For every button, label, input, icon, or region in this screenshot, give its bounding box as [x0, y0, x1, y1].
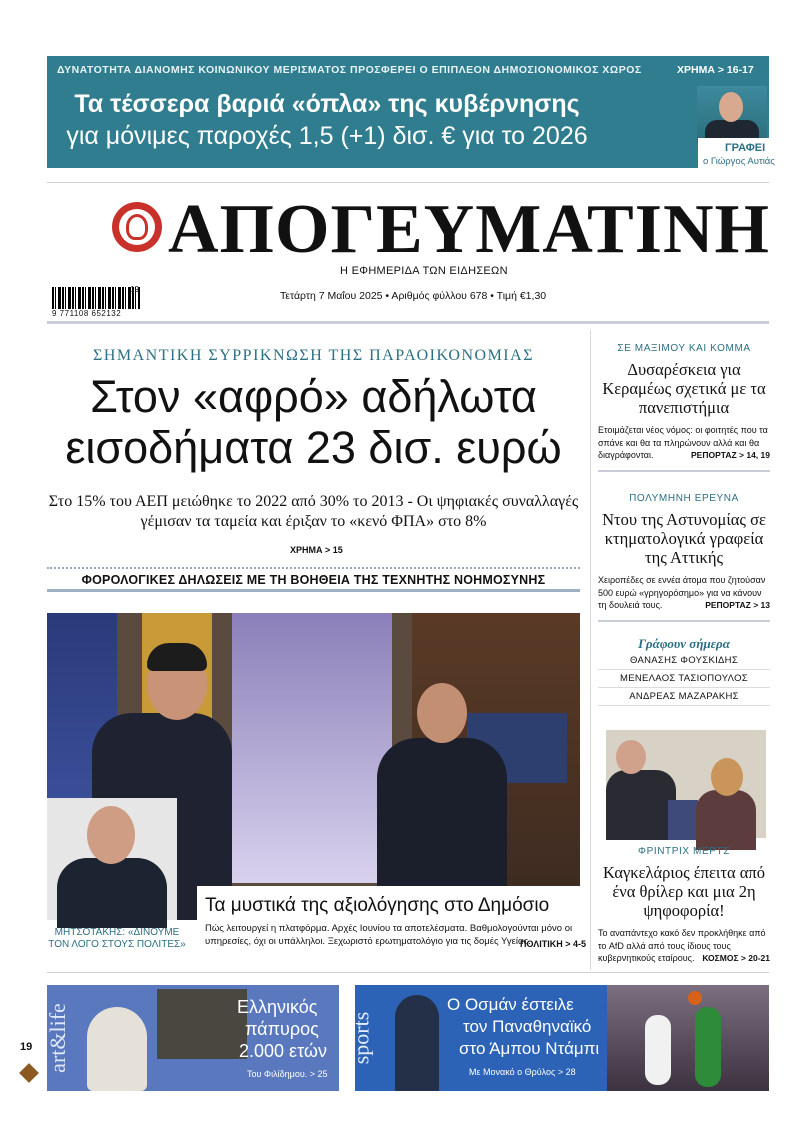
right-rule [598, 470, 770, 472]
lead-headline-line1[interactable]: Στον «αφρό» αδήλωτα [90, 371, 537, 422]
right-story-2[interactable] [598, 493, 770, 622]
section-bar [47, 567, 580, 592]
writer-name: ΘΑΝΑΣΗΣ ΦΟΥΣΚΙΔΗΣ [598, 652, 770, 670]
masthead-tagline: Η ΕΦΗΜΕΡΙΔΑ ΤΩΝ ΕΙΔΗΣΕΩΝ [340, 265, 508, 277]
bust-image [87, 1007, 147, 1091]
right-story-1-kicker: ΣΕ ΜΑΞΙΜΟΥ ΚΑΙ ΚΟΜΜΑ [617, 343, 751, 354]
papyrus-image [157, 989, 247, 1059]
right-story-1-body: Ετοιμάζεται νέος νόμος: οι φοιτητές που τα σπάνε και θα τα πληρώνουν αλλά και θα διαγράφονται. [598, 425, 768, 460]
bottom-rule [47, 972, 769, 973]
art-life-tag: art&life [44, 1003, 70, 1073]
second-story-page-ref[interactable]: ΠΟΛΙΤΙΚΗ > 4-5 [520, 939, 587, 949]
right-story-1[interactable] [598, 343, 770, 472]
writer-name: ΜΕΝΕΛΑΟΣ ΤΑΣΙΟΠΟΥΛΟΣ [598, 670, 770, 688]
banner-page-ref[interactable]: ΧΡΗΜΑ > 16-17 [677, 64, 754, 76]
right-story-2-title[interactable]: Ντου της Αστυνομίας σε κτηματολογικά γραφεία της Αττικής [602, 510, 766, 567]
barcode-icon [52, 287, 140, 309]
second-story-text: Πώς λειτουργεί η πλατφόρμα. Αρχές Ιουνίου τα αποτελέσματα. Βαθμολογούνται μόνο οι υπηρεσίες, όχι οι υπάλληλοι. Ξεχωριστό ερωτηματολόγιο για τις δομές Υγείας. [205, 923, 573, 947]
lead-deck: Στο 15% του ΑΕΠ μειώθηκε το 2022 από 30% το 2013 - Οι ψηφιακές συναλλαγές γέμισαν τα ταμεία και έριξαν το «κενό ΦΠΑ» στο 8% [48, 493, 579, 530]
writers-title: Γράφουν σήμερα [638, 636, 730, 651]
right-story-1-ref[interactable]: ΡΕΠΟΡΤΑΖ > 14, 19 [691, 450, 770, 460]
sports-promo[interactable] [348, 985, 769, 1091]
basketball-icon [688, 991, 702, 1005]
art-headline-line2: πάπυρος [245, 1019, 319, 1039]
column-divider [590, 330, 591, 970]
lead-photo [47, 613, 580, 920]
sports-tag: sports [348, 1011, 374, 1065]
barcode-issue: 19 [130, 285, 139, 294]
art-headline-line1: Ελληνικός [237, 997, 318, 1017]
right-story-3-kicker: ΦΡΙΝΤΡΙΧ ΜΕΡΤΣ [637, 846, 730, 857]
right-story-3-photo [606, 730, 766, 838]
right-story-2-text [598, 574, 770, 612]
sport-headline-line2: τον Παναθηναϊκό [463, 1017, 592, 1036]
right-story-3-title[interactable]: Καγκελάριος έπειτα από ένα θρίλερ και μια 2η ψηφοφορία! [603, 863, 765, 920]
page-number: 19 [20, 1041, 33, 1053]
coach-image [395, 995, 439, 1091]
right-story-1-title[interactable]: Δυσαρέσκεια για Κεραμέως σχετικά με τα πανεπιστήμια [602, 360, 766, 417]
sport-headline-line1: Ο Οσμάν έστειλε [447, 995, 574, 1014]
writers-box [598, 636, 770, 706]
masthead-top-rule [47, 182, 769, 183]
barcode-number: 9 771108 652132 [52, 309, 122, 318]
writer-name: ΑΝΔΡΕΑΣ ΜΑΖΑΡΑΚΗΣ [598, 688, 770, 706]
section-bar-label: ΦΟΡΟΛΟΓΙΚΕΣ ΔΗΛΩΣΕΙΣ ΜΕ ΤΗ ΒΟΗΘΕΙΑ ΤΗΣ ΤΕΧΝΗΤΗΣ ΝΟΗΜΟΣΥΝΗΣ [81, 573, 546, 587]
right-story-3-ref[interactable]: ΚΟΣΜΟΣ > 20-21 [702, 953, 770, 963]
art-life-promo[interactable] [44, 985, 339, 1091]
right-story-3[interactable] [598, 846, 770, 965]
second-story-headline[interactable]: Τα μυστικά της αξιολόγησης στο Δημόσιο [205, 895, 550, 916]
byline-name: ο Γιώργος Αυτιάς [703, 156, 775, 167]
art-headline-line3: 2.000 ετών [239, 1041, 327, 1061]
dateline: Τετάρτη 7 Μαΐου 2025 • Αριθμός φύλλου 678 • Τιμή €1,30 [280, 290, 547, 302]
lead-kicker: ΣΗΜΑΝΤΙΚΗ ΣΥΡΡΙΚΝΩΣΗ ΤΗΣ ΠΑΡΑΟΙΚΟΝΟΜΙΑΣ [93, 347, 534, 364]
inset-photo [47, 798, 177, 920]
right-story-3-text [598, 927, 770, 965]
right-story-2-body: Χειροπέδες σε εννέα άτομα που ζητούσαν 500 ευρώ «γρηγορόσημο» για να κάνουν τη δουλειά τους. [598, 575, 766, 610]
sport-headline-line3: στο Άμπου Ντάμπι [459, 1039, 600, 1058]
banner-headline-line1: Τα τέσσερα βαριά «όπλα» της κυβέρνησης [74, 90, 580, 118]
right-story-2-kicker: ΠΟΛΥΜΗΝΗ ΕΡΕΥΝΑ [629, 493, 739, 504]
banner-headline-line2: για μόνιμες παροχές 1,5 (+1) δισ. € για το 2026 [66, 122, 588, 150]
diamond-icon [19, 1063, 39, 1083]
right-story-3-body: Το αναπάντεχο κακό δεν προκλήθηκε από το AfD αλλά από τους ίδιους τους κυβερνητικούς εταίρους. [598, 928, 766, 963]
right-rule [598, 620, 770, 622]
byline-label: ΓΡΑΦΕΙ [725, 142, 766, 154]
masthead-title[interactable]: ΑΠΟΓΕΥΜΑΤΙΝΗ [168, 191, 770, 268]
masthead-rule [47, 321, 769, 324]
art-ref[interactable]: Του Φιλίδημου. > 25 [247, 1069, 328, 1079]
lead-headline-line2[interactable]: εισοδήματα 23 δισ. ευρώ [65, 422, 562, 473]
owl-logo-icon [112, 202, 162, 252]
banner-kicker: ΔΥΝΑΤΟΤΗΤΑ ΔΙΑΝΟΜΗΣ ΚΟΙΝΩΝΙΚΟΥ ΜΕΡΙΣΜΑΤΟΣ ΠΡΟΣΦΕΡΕΙ Ο ΕΠΙΠΛΕΟΝ ΔΗΜΟΣΙΟΝΟΜΙΚΟΣ ΧΩΡΟΣ [57, 64, 642, 76]
columnist-portrait [697, 86, 767, 144]
right-story-1-text [598, 424, 770, 462]
inset-caption: ΜΗΤΣΟΤΑΚΗΣ: «ΔΙΝΟΥΜΕ ΤΟΝ ΛΟΓΟ ΣΤΟΥΣ ΠΟΛΙΤΕΣ» [48, 927, 186, 950]
top-teaser-banner[interactable] [47, 56, 769, 168]
right-story-2-ref[interactable]: ΡΕΠΟΡΤΑΖ > 13 [705, 600, 770, 610]
lead-page-ref[interactable]: ΧΡΗΜΑ > 15 [290, 545, 343, 555]
sport-ref[interactable]: Με Μονακό ο Θρύλος > 28 [469, 1067, 576, 1077]
